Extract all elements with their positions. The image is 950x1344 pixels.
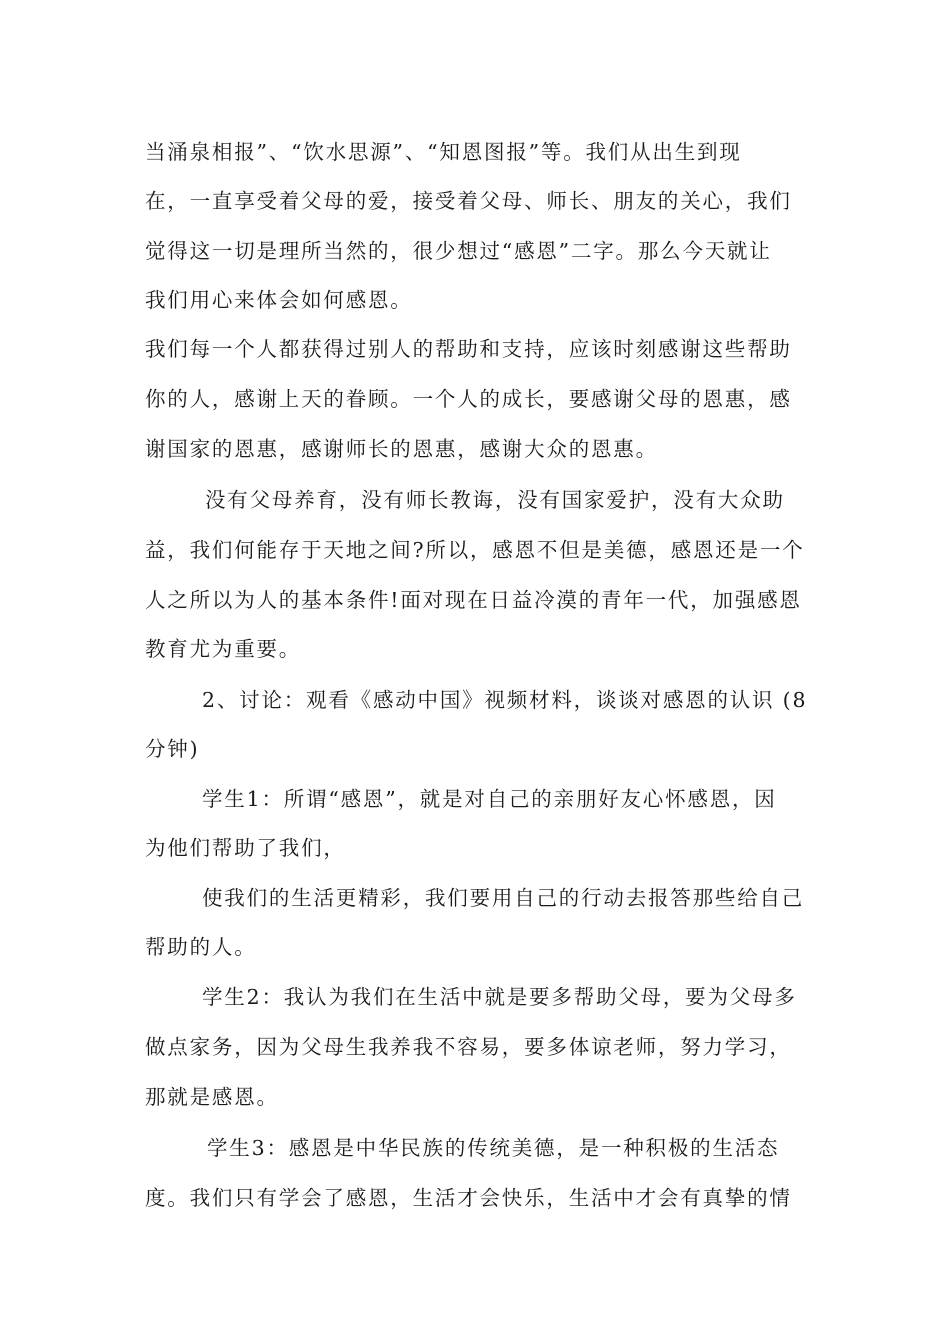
text-line: 谢国家的恩惠，感谢师长的恩惠，感谢大众的恩惠。 (145, 437, 658, 461)
text-line: 我们每一个人都获得过别人的帮助和支持，应该时刻感谢这些帮助 (145, 337, 792, 361)
text-line: 学生2：我认为我们在生活中就是要多帮助父母，要为父母多 (202, 985, 797, 1009)
text-line: 教育尤为重要。 (145, 637, 302, 661)
text-line: 帮助的人。 (145, 935, 257, 959)
text-line: 人之所以为人的基本条件!面对现在日益冷漠的青年一代，加强感恩 (145, 588, 802, 612)
text-line: 当涌泉相报”、“饮水思源”、“知恩图报”等。我们从出生到现 (145, 140, 742, 164)
text-line: 益，我们何能存于天地之间?所以，感恩不但是美德，感恩还是一个 (145, 538, 805, 562)
text-line: 做点家务，因为父母生我养我不容易，要多体谅老师，努力学习， (145, 1035, 792, 1059)
text-line: 为他们帮助了我们， (145, 836, 346, 860)
text-line: 没有父母养育，没有师长教诲，没有国家爱护，没有大众助 (205, 488, 785, 512)
text-line: 你的人，感谢上天的眷顾。一个人的成长，要感谢父母的恩惠，感 (145, 387, 792, 411)
text-line: 使我们的生活更精彩，我们要用自己的行动去报答那些给自己 (202, 886, 805, 910)
text-line: 学生3：感恩是中华民族的传统美德，是一种积极的生活态 (207, 1136, 780, 1160)
text-line: 分钟) (145, 737, 200, 761)
text-line: 学生1：所谓“感恩”，就是对自己的亲朋好友心怀感恩，因 (202, 787, 777, 811)
text-line: 在，一直享受着父母的爱，接受着父母、师长、朋友的关心，我们 (145, 189, 792, 213)
text-line: 那就是感恩。 (145, 1085, 279, 1109)
text-line: 2、讨论：观看《感动中国》视频材料，谈谈对感恩的认识 (8 (202, 688, 808, 712)
text-line: 度。我们只有学会了感恩，生活才会快乐，生活中才会有真挚的情 (145, 1186, 792, 1210)
text-line: 觉得这一切是理所当然的，很少想过“感恩”二字。那么今天就让 (145, 239, 772, 263)
text-line: 我们用心来体会如何感恩。 (145, 288, 413, 312)
